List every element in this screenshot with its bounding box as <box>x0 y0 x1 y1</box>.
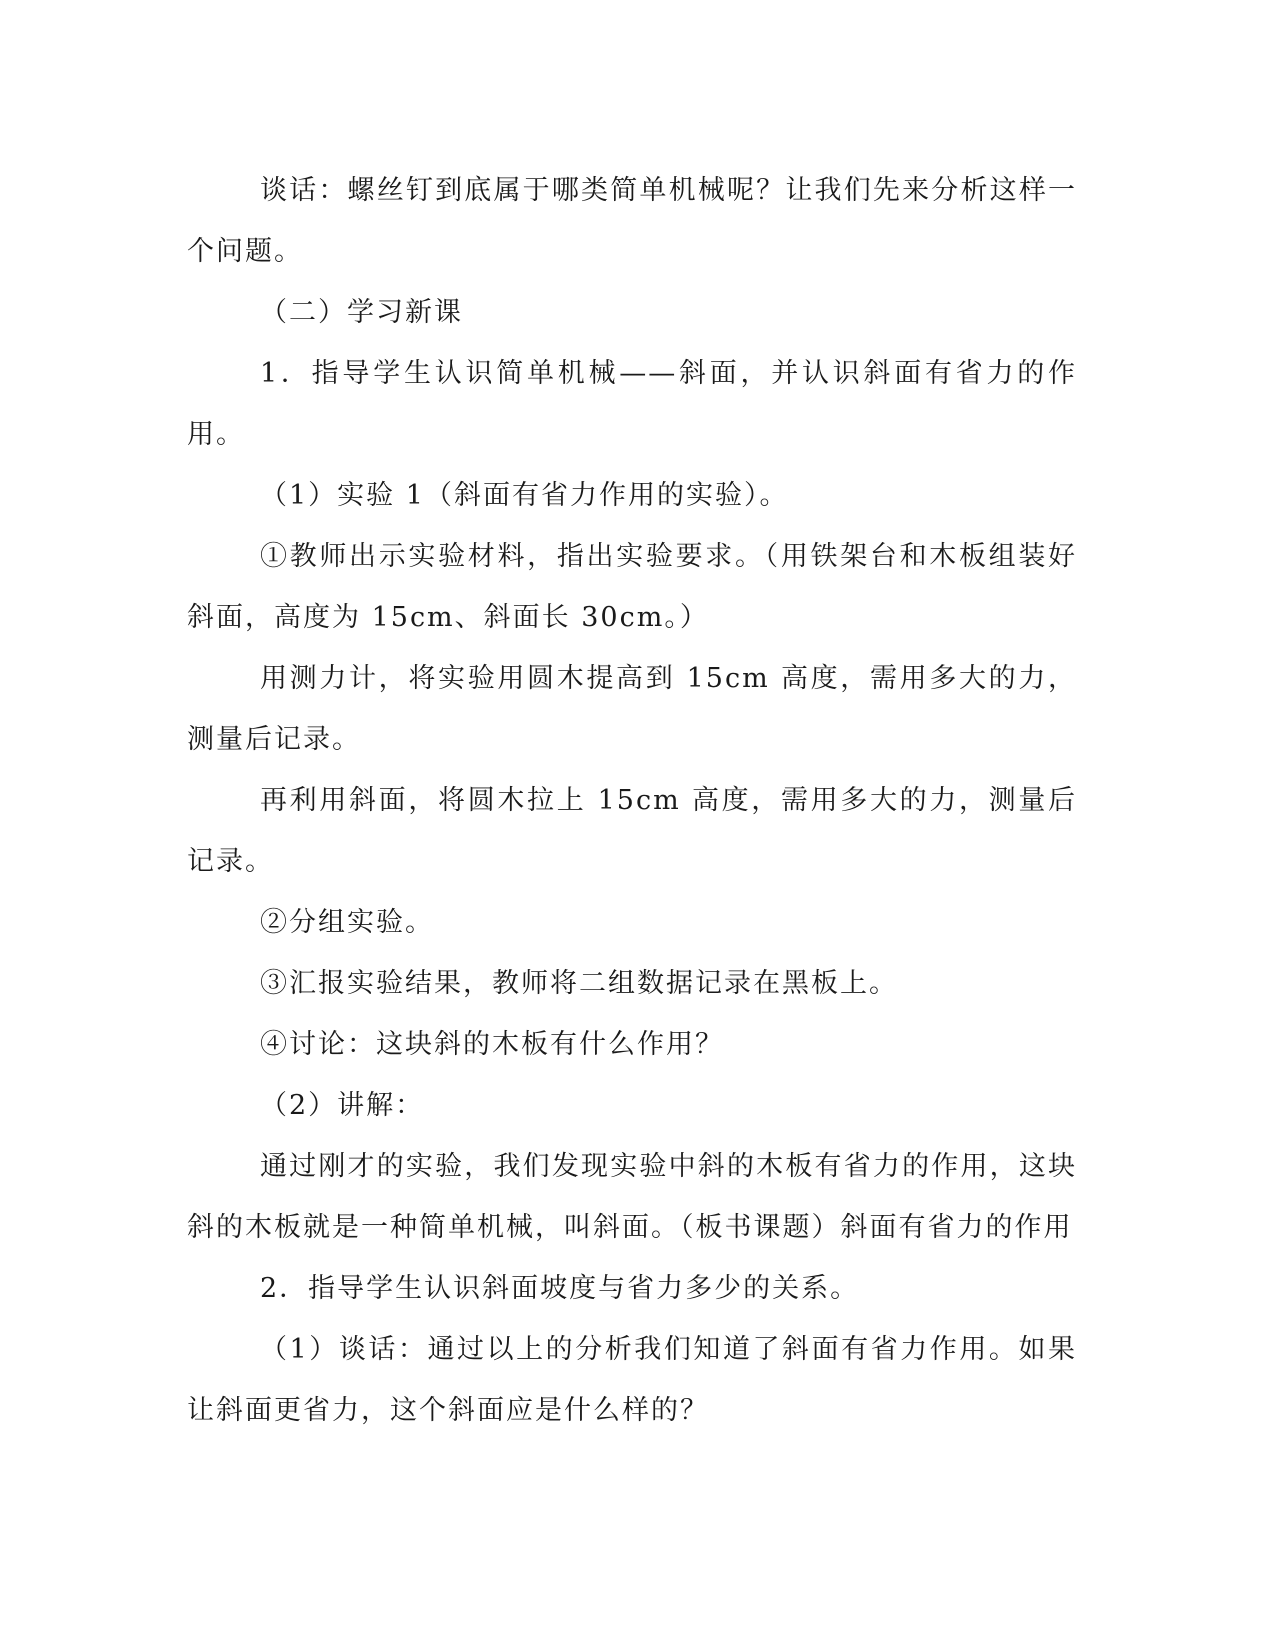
paragraph-discussion: ④讨论：这块斜的木板有什么作用？ <box>260 1029 724 1060</box>
paragraph-measure-slope: 再利用斜面，将圆木拉上 15cm 高度，需用多大的力，测量后记录。 <box>187 785 1077 877</box>
paragraph-materials: ①教师出示实验材料，指出实验要求。（用铁架台和木板组装好斜面，高度为 15cm、斜面长 30cm。） <box>187 541 1077 633</box>
section-heading-new-lesson: （二）学习新课 <box>260 297 463 328</box>
paragraph-step-1: 1．指导学生认识简单机械——斜面，并认识斜面有省力的作用。 <box>187 358 1077 450</box>
paragraph-measure-lift: 用测力计，将实验用圆木提高到 15cm 高度，需用多大的力，测量后记录。 <box>187 663 1077 755</box>
paragraph-group-experiment: ②分组实验。 <box>260 907 434 938</box>
paragraph-talk-slope: （1）谈话：通过以上的分析我们知道了斜面有省力作用。如果让斜面更省力，这个斜面应是什么样的？ <box>187 1334 1077 1426</box>
paragraph-explanation-heading: （2）讲解： <box>260 1090 425 1121</box>
paragraph-report-results: ③汇报实验结果，教师将二组数据记录在黑板上。 <box>260 968 898 999</box>
paragraph-experiment-1: （1）实验 1（斜面有省力作用的实验）。 <box>260 480 789 511</box>
paragraph-explanation: 通过刚才的实验，我们发现实验中斜的木板有省力的作用，这块斜的木板就是一种简单机械，叫斜面。（板书课题）斜面有省力的作用 <box>187 1151 1077 1243</box>
document-body <box>187 160 1077 1441</box>
paragraph-step-2: 2．指导学生认识斜面坡度与省力多少的关系。 <box>260 1273 860 1304</box>
paragraph-intro-talk: 谈话：螺丝钉到底属于哪类简单机械呢？让我们先来分析这样一个问题。 <box>187 175 1077 267</box>
